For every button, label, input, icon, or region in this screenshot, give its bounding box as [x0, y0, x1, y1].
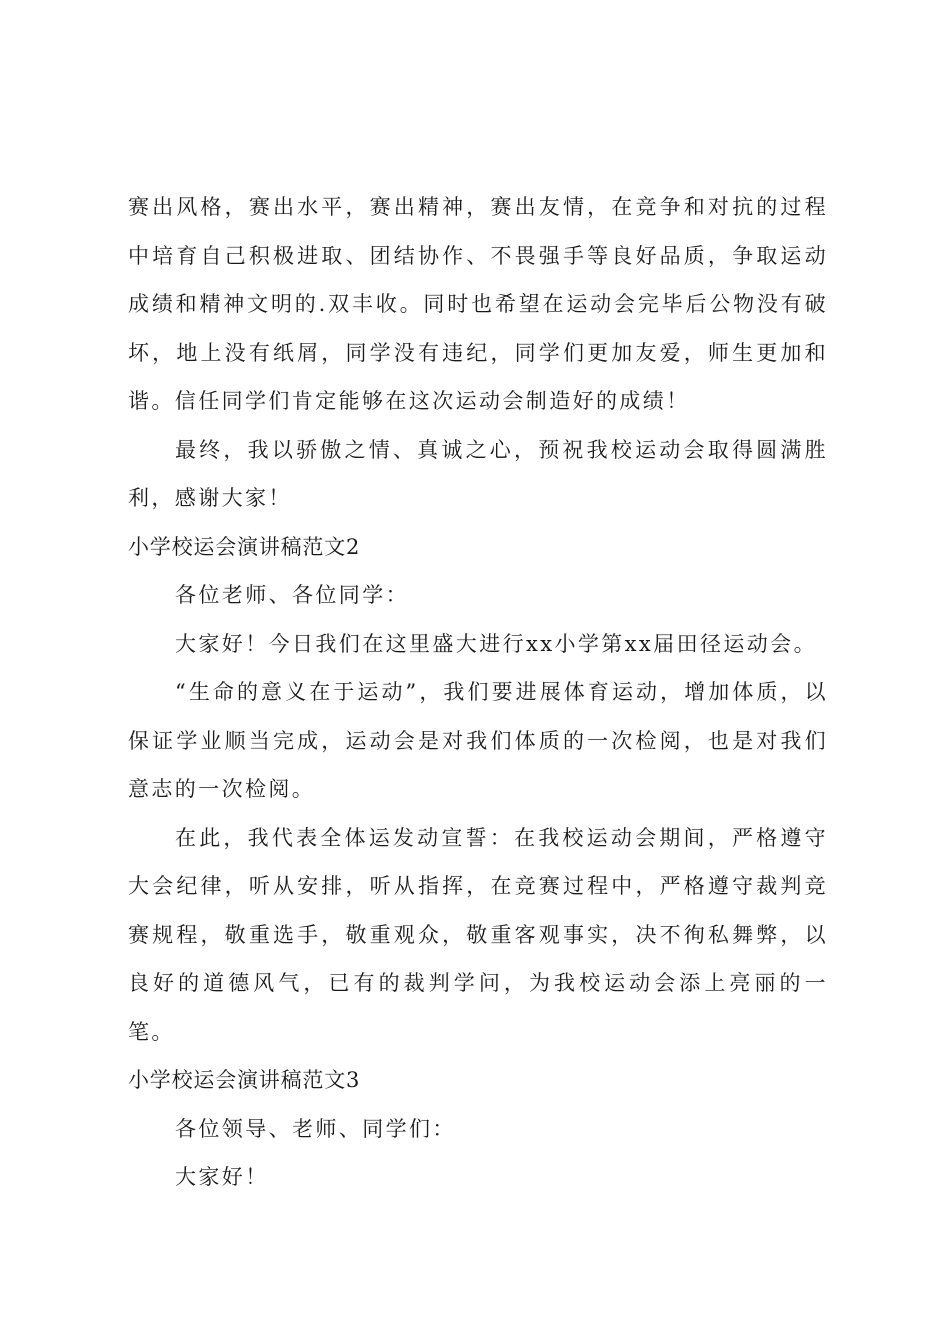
document-body [128, 183, 828, 1202]
greeting-paragraph: 大家好！今日我们在这里盛大进行xx小学第xx届田径运动会。 [175, 631, 817, 656]
salutation-paragraph: 各位老师、各位同学： [175, 583, 409, 607]
body-paragraph: 在此，我代表全体运发动宣誓：在我校运动会期间，严格遵守大会纪律，听从安排，听从指挥，在竞赛过程中，严格遵守裁判竞赛规程，敬重选手，敬重观众，敬重客观事实，决不徇私舞弊，以良好的道德风气，已有的裁判学问，为我校运动会添上亮丽的一笔。 [128, 825, 828, 1044]
body-paragraph: “生命的意义在于运动”，我们要进展体育运动，增加体质，以保证学业顺当完成，运动会是对我们体质的一次检阅，也是对我们意志的一次检阅。 [128, 680, 828, 801]
closing-paragraph: 最终，我以骄傲之情、真诚之心，预祝我校运动会取得圆满胜利，感谢大家！ [128, 437, 828, 510]
salutation-paragraph: 各位领导、老师、同学们： [175, 1116, 456, 1141]
body-paragraph: 赛出风格，赛出水平，赛出精神，赛出友情，在竞争和对抗的过程中培育自己积极进取、团结协作、不畏强手等良好品质，争取运动成绩和精神文明的.双丰收。同时也希望在运动会完毕后公物没有破坏，地上没有纸屑，同学没有违纪，同学们更加友爱，师生更加和谐。信任同学们肯定能够在这次运动会制造好的成绩！ [128, 195, 828, 413]
section-heading: 小学校运会演讲稿范文3 [128, 1068, 361, 1092]
greeting-paragraph: 大家好！ [175, 1165, 269, 1189]
section-heading: 小学校运会演讲稿范文2 [128, 534, 361, 559]
